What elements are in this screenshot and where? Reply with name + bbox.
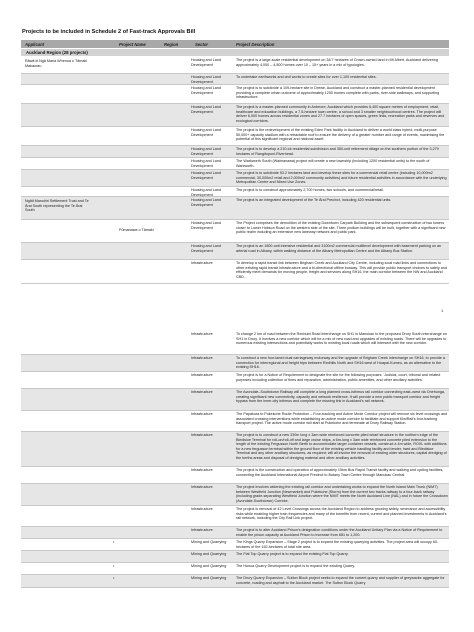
sector-cell: Infrastructure <box>191 468 213 472</box>
description-cell: The Hunua Quarry Development project is to expand the existing Quarry. <box>236 564 356 568</box>
sector-cell: Housing and Land Development <box>191 244 221 253</box>
table-header <box>21 40 449 48</box>
description-cell: The project is to construct a new 330m long x 3am wide reinforced concrete piled wharf structure in the northern edge of the Bledisloe Terminal for roll-on/roll-off and large cruise ships, a 6m-long x 3am wide reinforced concrete piled extension to the length of the existing Fergusson North Berth to accommodate larger container vessels, construct a 4m wide, ROXL with additions for a new fergusson terminal within the ground floor of the existing vehicle handling facility and tender, hard and Bledisloe Terminal and any other ancillary structures, as required; will all involve the removal of existing older structures, capital dredging of the berths areas and disposal of dredging material and other ancillary activities. <box>236 433 447 460</box>
description-cell: To undertake earthworks and civil works to create sites for over 1,100 residential sites. <box>236 75 377 79</box>
sector-cell: Housing and Land Development <box>191 159 221 168</box>
description-cell: The project is an 1800-unit intensive residential and 3100m2 commercial multilevel development with basement parking on an arterial road in Albany, within walking distance of the Albany Metropolitan Centre and the Albany Bus Station. <box>236 244 442 253</box>
table-row <box>21 575 449 588</box>
table-row <box>21 220 449 243</box>
bullet-marker: • <box>113 575 115 580</box>
table-row <box>21 85 449 104</box>
sector-cell: Mining and Quarrying <box>191 540 227 544</box>
header-project-name: Project Name <box>119 41 146 47</box>
table-row <box>21 74 449 85</box>
description-cell: The project is a large-scale residential development on 38.7 hectares of Crown-owned land in Mt Albert, Auckland delivering approximately 4,000 – 4,500 homes over 10 – 15+ years in a mix of typologies. <box>236 58 438 67</box>
description-cell: The Warkworth South (Waimanawa) project will create a new township (including 1200 residential units) to the south of Warkworth. <box>236 159 430 168</box>
document-title: Projects to be included in Schedule 2 of Fast-track Approvals Bill <box>22 29 196 35</box>
sector-cell: Infrastructure <box>191 485 213 489</box>
table-row <box>21 331 449 355</box>
description-cell: The project is a master-planned community in Ardmore, Auckland which provides 6,400 square metres of employment, retail, healthcare and education buildings, a 7.5-hectare town centre, a school and 3 smaller neighbourhood centres. The project will deliver 6,000 homes across residential zones and 27.7 hectares of open spaces, green links, recreation parks and reserves and ecological corridors. <box>236 105 445 123</box>
table-page-2 <box>21 331 449 588</box>
sector-cell: Infrastructure <box>191 261 213 265</box>
table-row <box>21 551 449 563</box>
header-description: Project Description <box>236 41 275 47</box>
description-cell: The project is to alter Auckland Prison's designation conditions under the Auckland Unitary Plan via a Notice of Requirement to enable the prison capacity at Auckland Prison to increase from 681 to 1,200. <box>236 528 443 537</box>
sector-cell: Infrastructure <box>191 390 213 394</box>
table-row <box>21 104 449 127</box>
description-cell: The project is to construct approximately 2,700 homes, two schools, and commercial/retail. <box>236 188 384 192</box>
table-row <box>21 243 449 260</box>
description-cell: The project is for a Notice of Requirement to designate the site for the following purposes: 'Judicial, court, tribunal and related purposes including collection of fines and reparation, administration, public amenities, and other ancillary activities'. <box>236 373 441 382</box>
header-sector: Sector <box>195 41 209 47</box>
sector-cell: Housing and Land Development <box>191 128 221 137</box>
description-cell: The project is removal of 42 Level Crossings across the Auckland Region to address growing safety, severance and accessibility risks while enabling higher train frequencies and many of the benefits from recent, current and planned investments in Auckland's rail network, including the City Rail Link project. <box>236 507 447 520</box>
table-row <box>21 158 449 170</box>
page-number: 1 <box>441 308 444 313</box>
sector-cell: Housing and Land Development <box>191 58 221 67</box>
sector-cell: Housing and Land Development <box>191 188 221 197</box>
sector-cell: Mining and Quarrying <box>191 564 227 568</box>
table-row <box>21 527 449 539</box>
bullet-marker: • <box>113 563 115 568</box>
table-row <box>21 127 449 146</box>
table-row <box>21 355 449 372</box>
header-region: Region <box>164 41 179 47</box>
table-row <box>21 187 449 197</box>
description-cell: To change 2 km of road between the Redoubt Road interchange on SH1 in Manukau to the proposed Drury South interchange on SH1 in Drury. It involves a new corridor which will be a mix of new road and upgrades of existing roads. There will be upgrades to numerous existing intersections and potentially works to existing local roads which will intersect with the new corridor. <box>236 332 447 345</box>
description-cell: The project is to develop a 210-lot residential subdivision and 350-unit retirement village on the southern portion of the 3,279 hectares of Rangitopuni-Riverhead. <box>236 147 439 156</box>
table-row <box>21 372 449 389</box>
description-cell: The project is to subdivide a 109-hectare site in Drewe, Auckland and construct a master-planned residential development providing a complete urban outcome of approximately 1250 homes complete with parks, river-side walkways, and supporting infrastructure. <box>236 86 440 99</box>
table-row <box>21 506 449 527</box>
description-cell: The Papakura to Pukekohe Route Protection – Four-tracking and Active Mode Corridor project will remove six level crossings and associated crossing interventions while establishing an active mode corridor to facilitate and support KiwiRail's four-tracking transport project. The active mode corridor will start at Pukekohe and terminate at Drury Railway Station. <box>236 412 448 425</box>
description-cell: The project is an integrated development of the Te Ārai Precinct, including 420 residential units. <box>236 198 392 202</box>
sector-cell: Housing and Land Development <box>191 198 221 207</box>
sector-cell: Infrastructure <box>191 507 213 511</box>
table-row <box>21 170 449 187</box>
sector-cell: Housing and Land Development <box>191 105 221 114</box>
table-row <box>21 484 449 506</box>
sector-cell: Infrastructure <box>191 373 213 377</box>
sector-cell: Infrastructure <box>191 433 213 437</box>
applicant-cell: Rāwā ki Ngā Mana Whenua o Tāmaki Makaurau <box>25 59 88 68</box>
table-row <box>21 563 449 575</box>
description-cell: The Drury Quarry Expansion – Sutton Block project seeks to expand the current quarry and supplier of greywacke aggregate for concrete, roading and asphalt to the Auckland market. The Sutton Block Quarry <box>236 576 445 585</box>
sector-cell: Infrastructure <box>191 528 213 532</box>
region-heading-label: Auckland Region (28 projects) <box>26 50 88 56</box>
table-row <box>21 411 449 432</box>
table-row <box>21 260 449 284</box>
description-cell: To develop a rapid transit link between Brigham Creek and Auckland City Centre, including local road links and connections to other existing rapid transit infrastructure and a bi-directional offline busway. This will provide public transport choices to safely and efficiently meet demands for moving people, freight and services along SH16, the main corridor between the NW and Auckland CBD. <box>236 261 447 279</box>
region-heading <box>21 49 449 56</box>
description-cell: The Flat Top Quarry project is to expand the existing Flat Top Quarry. <box>236 552 349 556</box>
sector-cell: Housing and Land Development <box>191 221 221 230</box>
bullet-marker: • <box>113 539 115 544</box>
table-row <box>21 539 449 551</box>
description-cell: The Avondale–Southdown Railway will complete a long planned cross-isthmus rail corridor connecting east–west via Onehunga, creating significant new connectivity, capacity and network resilience. It will provide a new public transport corridor and freight bypass from the inner-city isthmus and complete the missing link in Auckland's rail network. <box>236 390 446 403</box>
table-row <box>21 146 449 158</box>
table-row <box>21 389 449 411</box>
sector-cell: Infrastructure <box>191 332 213 336</box>
description-cell: The Kings Quarry Expansion – Stage 2 project is to expand the existing quarrying activities. The project area will occupy 60-hectares of the 152-hectares of total site area. <box>236 540 439 549</box>
sector-cell: Mining and Quarrying <box>191 552 227 556</box>
sector-cell: Housing and Land Development <box>191 147 221 156</box>
header-applicant: Applicant <box>25 41 45 47</box>
description-cell: The project is the construction and operation of approximately 15km Bus Rapid Transit facility and walking and cycling facilities, connecting the Auckland International Airport Precinct to Botany Town Centre through Manukau Central. <box>236 468 444 477</box>
sector-cell: Housing and Land Development <box>191 75 221 84</box>
sector-cell: Housing and Land Development <box>191 86 221 95</box>
project-name-cell: Pūmanawa o Tāmaki <box>119 228 154 232</box>
sector-cell: Housing and Land Development <box>191 171 221 180</box>
table-row <box>21 467 449 484</box>
sector-cell: Mining and Quarrying <box>191 576 227 580</box>
description-cell: To construct a new four-laned dual carriageway motorway and the upgrade of Brigham Creek interchange on SH16, to provide a connection for interregional and freight trips between Redhills North and SH16 west of Huapai-Kumeu, as an alternative to the existing SH16. <box>236 356 445 369</box>
table-row <box>21 197 449 220</box>
description-cell: The project involves widening the existing rail corridor and undertaking works to expand the North Island Main Trunk (NIMT) between Westfield Junction (Newmarket) and Pukekohe (Storm) from the current two tracks railway to a four-track railway (including grade-separating Westfield Junction where the NIMT meets the North Auckland Line (NAL) and in future the Crossdown (Avondale-Southdown) Corridor. <box>236 485 448 503</box>
table-row <box>21 57 449 74</box>
sector-cell: Infrastructure <box>191 356 213 360</box>
applicant-cell: Ngāti Manuhiri Settlement Trust and Te Ārai South representing the Te Ārai South <box>25 199 89 212</box>
table-page-1 <box>21 57 449 284</box>
sector-cell: Infrastructure <box>191 412 213 416</box>
table-row <box>21 432 449 467</box>
description-cell: The project is the redevelopment of the existing Eden Park facility in Auckland to deliver a world class hybrid, multi-purpose 50,000+ capacity stadium with a retractable roof to ensure the delivery of a greater number and range of events, maximising the potential of this significant regional and national asset. <box>236 128 445 141</box>
description-cell: The Project comprises the demolition of the existing Downtown Carpark Building and the subsequent construction of two towers closer to Lower Hobson Road on the western side of the site. Three podium buildings will be built, together with a significant new public realm including an extensive new laneway network and public park. <box>236 221 446 234</box>
description-cell: The project is to subdivide 53.2 hectares land and develop these sites for a commercial retail centre (including 10,000m2 commercial, 30,000m2 retail and 2,000m2 community activities) and future residential activities in accordance with the underlying Metropolitan Centre and Mixed Use Zones. <box>236 171 447 184</box>
